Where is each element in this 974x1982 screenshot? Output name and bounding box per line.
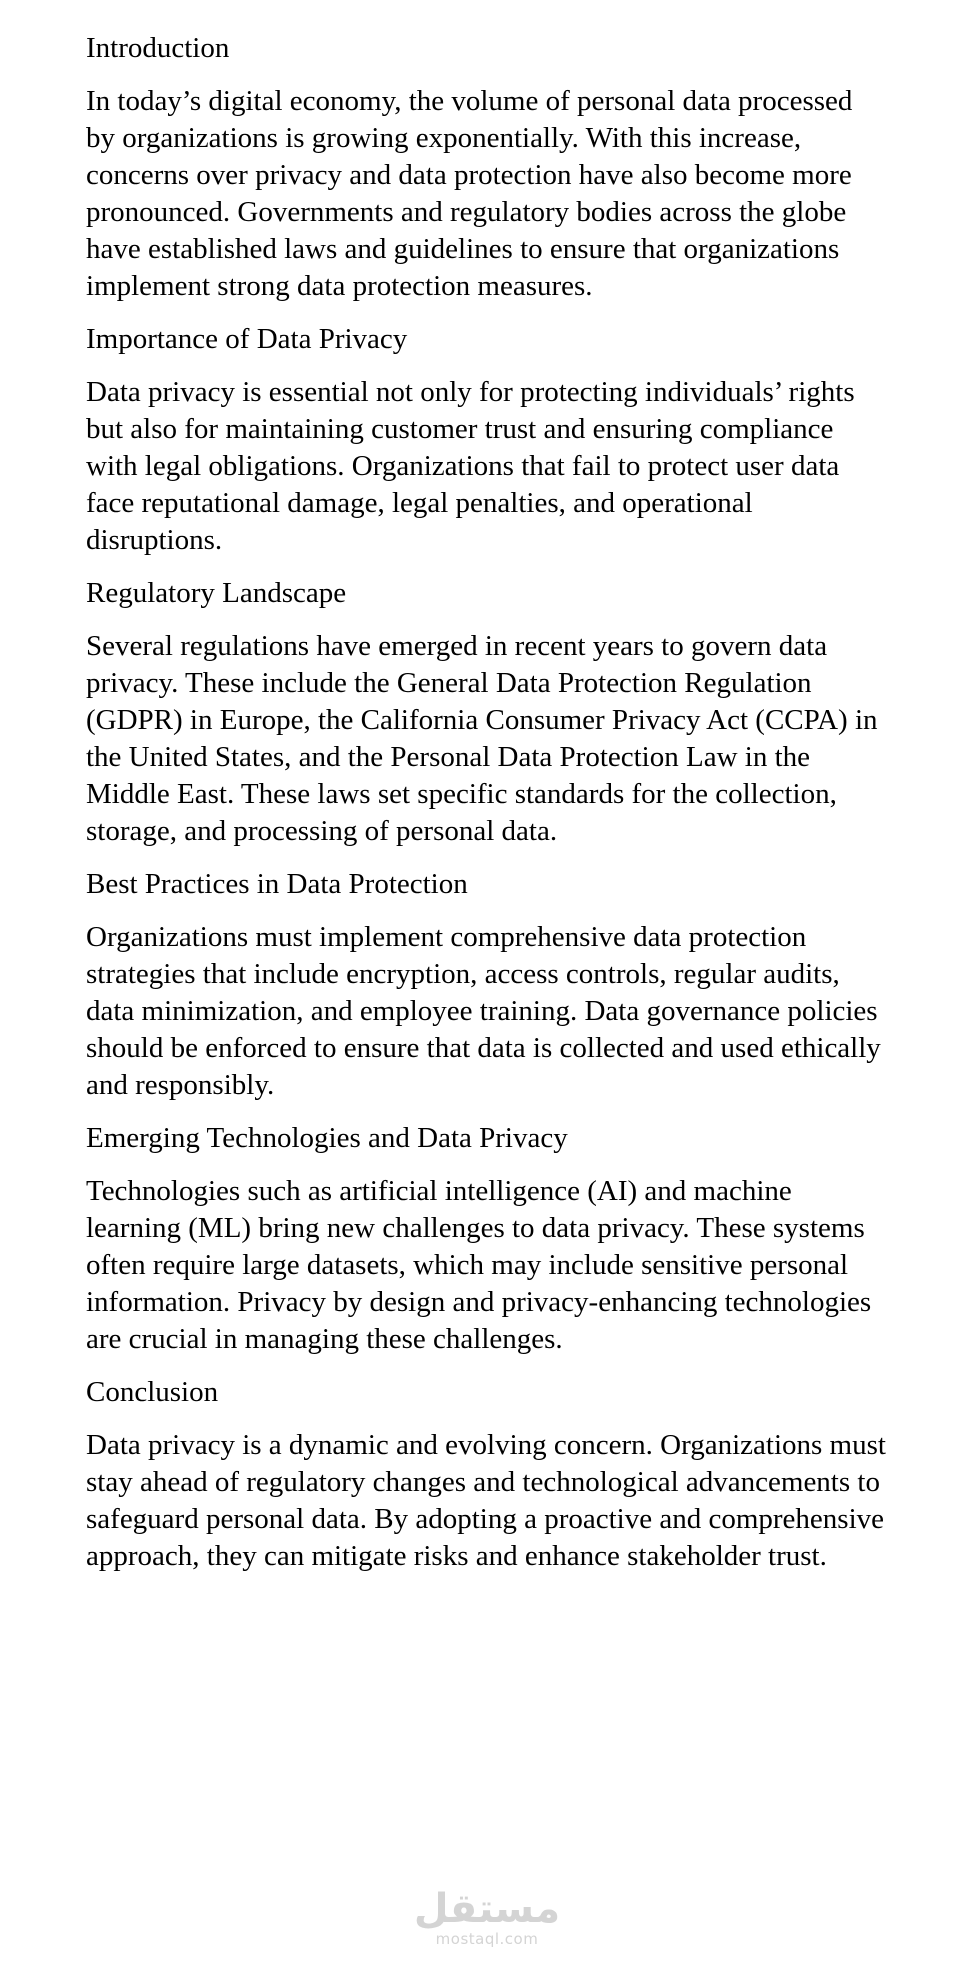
watermark-site-text: mostaql.com bbox=[435, 1930, 539, 1948]
section-paragraph-conclusion: Data privacy is a dynamic and evolving concern. Organizations must stay ahead of regulatory changes and technological advancements to safeguard personal data. By adopting a proactive and comprehensive approach, they can mitigate risks and enhance stakeholder trust. bbox=[86, 1429, 886, 1572]
section-paragraph-introduction: In today’s digital economy, the volume of personal data processed by organizations is growing exponentially. With this increase, concerns over privacy and data protection have also become more pronounced. Governments and regulatory bodies across the globe have established laws and guidelines to ensure that organizations implement strong data protection measures. bbox=[86, 85, 853, 302]
section-heading-regulatory: Regulatory Landscape bbox=[86, 577, 347, 609]
section-heading-best-practices: Best Practices in Data Protection bbox=[86, 868, 468, 900]
mostaql-watermark bbox=[0, 1888, 974, 1948]
section-paragraph-emerging-tech: Technologies such as artificial intelligence (AI) and machine learning (ML) bring new challenges to data privacy. These systems often require large datasets, which may include sensitive personal information. Privacy by design and privacy-enhancing technologies are crucial in managing these challenges. bbox=[86, 1175, 872, 1355]
document-body bbox=[86, 30, 886, 1591]
section-heading-emerging-tech: Emerging Technologies and Data Privacy bbox=[86, 1122, 568, 1154]
section-paragraph-importance: Data privacy is essential not only for protecting individuals’ rights but also for maintaining customer trust and ensuring compliance with legal obligations. Organizations that fail to protect user data face reputational damage, legal penalties, and operational disruptions. bbox=[86, 376, 855, 556]
section-heading-importance: Importance of Data Privacy bbox=[86, 323, 408, 355]
section-heading-introduction: Introduction bbox=[86, 32, 230, 64]
section-paragraph-best-practices: Organizations must implement comprehensive data protection strategies that include encryption, access controls, regular audits, data minimization, and employee training. Data governance policies should be enforced to ensure that data is collected and used ethically and responsibly. bbox=[86, 921, 881, 1101]
section-paragraph-regulatory: Several regulations have emerged in recent years to govern data privacy. These include the General Data Protection Regulation (GDPR) in Europe, the California Consumer Privacy Act (CCPA) in the United States, and the Personal Data Protection Law in the Middle East. These laws set specific standards for the collection, storage, and processing of personal data. bbox=[86, 630, 878, 847]
watermark-arabic-logo: مستقل bbox=[413, 1886, 561, 1932]
section-heading-conclusion: Conclusion bbox=[86, 1376, 219, 1408]
